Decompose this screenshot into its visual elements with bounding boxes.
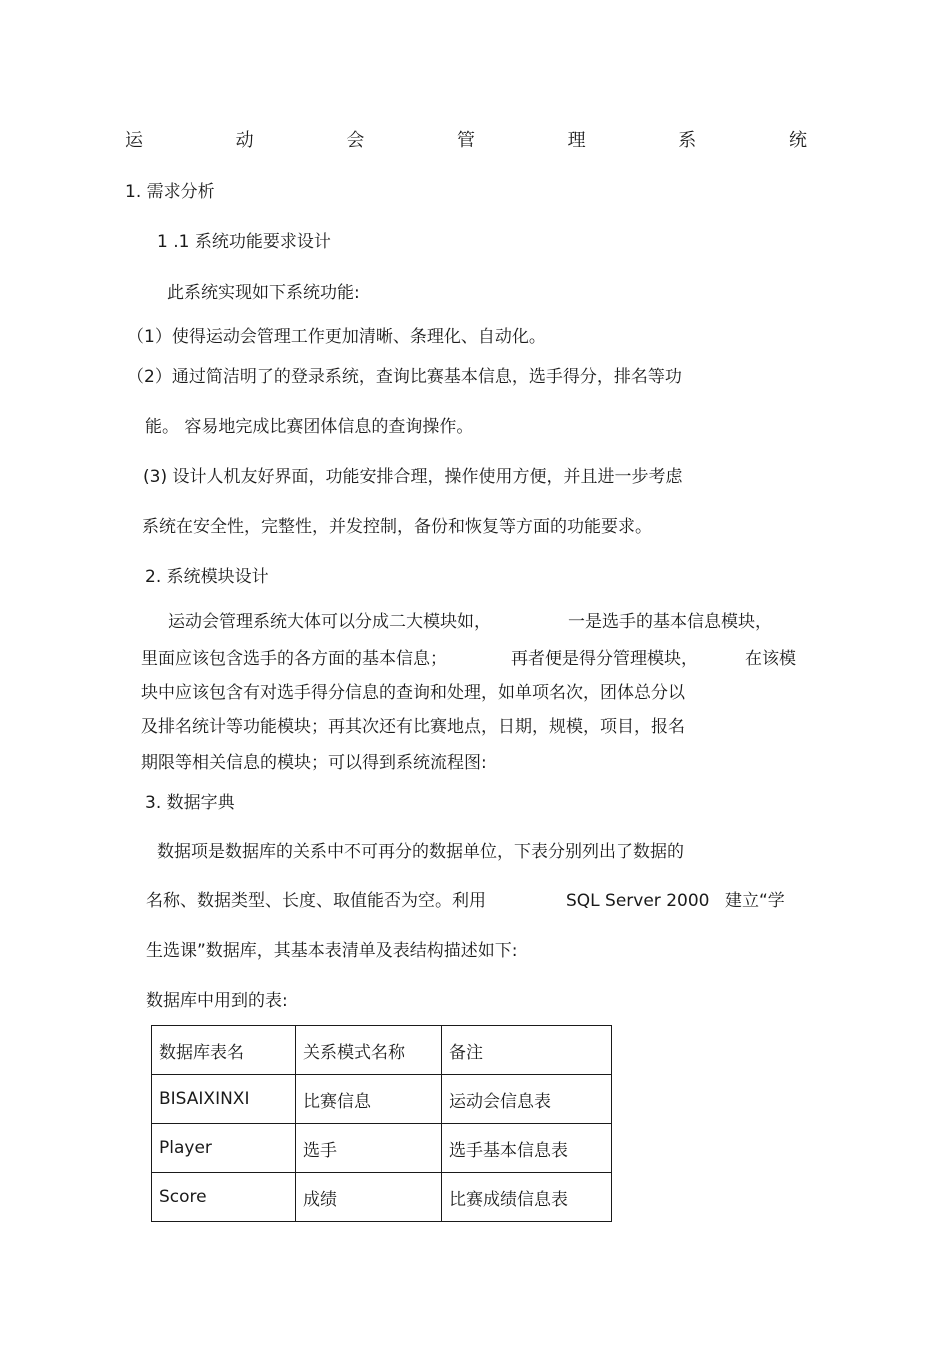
table-caption: 数据库中用到的表: — [146, 991, 288, 1011]
table-cell: Score — [152, 1173, 296, 1222]
section-1-1-intro: 此系统实现如下系统功能: — [167, 283, 360, 303]
table-cell: 选手 — [296, 1124, 442, 1173]
requirement-item-2-line-1: （2）通过简洁明了的登录系统，查询比赛基本信息，选手得分，排名等功 — [127, 367, 682, 387]
section-1-1-heading: 1 .1 系统功能要求设计 — [157, 232, 331, 252]
title-char: 系 — [678, 130, 697, 151]
table-cell: Player — [152, 1124, 296, 1173]
title-char: 理 — [567, 130, 586, 151]
section-2-heading: 2. 系统模块设计 — [145, 567, 269, 587]
section-2-paragraph-line-2b: 再者便是得分管理模块， — [511, 649, 698, 669]
section-3-paragraph-line-2a: 名称、数据类型、长度、取值能否为空。利用 — [146, 891, 486, 911]
table-cell: 成绩 — [296, 1173, 442, 1222]
table-row — [152, 1124, 612, 1173]
section-3-paragraph-line-2c: 建立“学 — [725, 891, 785, 911]
document-title — [125, 128, 807, 154]
section-2-paragraph-line-2c: 在该模 — [745, 649, 796, 669]
table-cell: BISAIXINXI — [152, 1075, 296, 1124]
requirement-item-3-line-2: 系统在安全性，完整性，并发控制，备份和恢复等方面的功能要求。 — [142, 517, 652, 537]
section-3-heading: 3. 数据字典 — [145, 793, 235, 813]
section-2-paragraph-line-1a: 运动会管理系统大体可以分成二大模块如， — [168, 612, 491, 632]
table-cell: 选手基本信息表 — [442, 1124, 612, 1173]
section-3-paragraph-line-1: 数据项是数据库的关系中不可再分的数据单位，下表分别列出了数据的 — [157, 842, 684, 862]
table-header-cell: 关系模式名称 — [296, 1026, 442, 1075]
title-char: 统 — [788, 130, 807, 151]
section-3-paragraph-line-2b: SQL Server 2000 — [566, 891, 710, 911]
section-2-paragraph-line-1b: 一是选手的基本信息模块， — [568, 612, 772, 632]
section-2-paragraph-line-2a: 里面应该包含选手的各方面的基本信息； — [141, 649, 447, 669]
requirement-item-3-line-1: (3) 设计人机友好界面，功能安排合理，操作使用方便，并且进一步考虑 — [143, 467, 683, 487]
table-cell: 运动会信息表 — [442, 1075, 612, 1124]
table-header-cell: 数据库表名 — [152, 1026, 296, 1075]
section-3-paragraph-line-3: 生选课”数据库，其基本表清单及表结构描述如下: — [146, 941, 518, 961]
requirement-item-1: （1）使得运动会管理工作更加清晰、条理化、自动化。 — [127, 327, 546, 347]
table-cell: 比赛成绩信息表 — [442, 1173, 612, 1222]
section-2-paragraph-line-4: 及排名统计等功能模块；再其次还有比赛地点，日期，规模，项目，报名 — [141, 717, 685, 737]
section-2-paragraph-line-3: 块中应该包含有对选手得分信息的查询和处理，如单项名次，团体总分以 — [141, 683, 685, 703]
section-1-heading: 1. 需求分析 — [125, 182, 215, 202]
database-tables-table — [151, 1025, 612, 1222]
table-header-row — [152, 1026, 612, 1075]
title-char: 会 — [346, 130, 365, 151]
title-char: 运 — [125, 130, 143, 151]
section-2-paragraph-line-5: 期限等相关信息的模块；可以得到系统流程图: — [141, 753, 487, 773]
table-row — [152, 1075, 612, 1124]
requirement-item-2-line-2: 能。 容易地完成比赛团体信息的查询操作。 — [145, 417, 474, 437]
table-row — [152, 1173, 612, 1222]
title-char: 动 — [235, 130, 254, 151]
table-header-cell: 备注 — [442, 1026, 612, 1075]
title-char: 管 — [456, 130, 475, 151]
table-cell: 比赛信息 — [296, 1075, 442, 1124]
